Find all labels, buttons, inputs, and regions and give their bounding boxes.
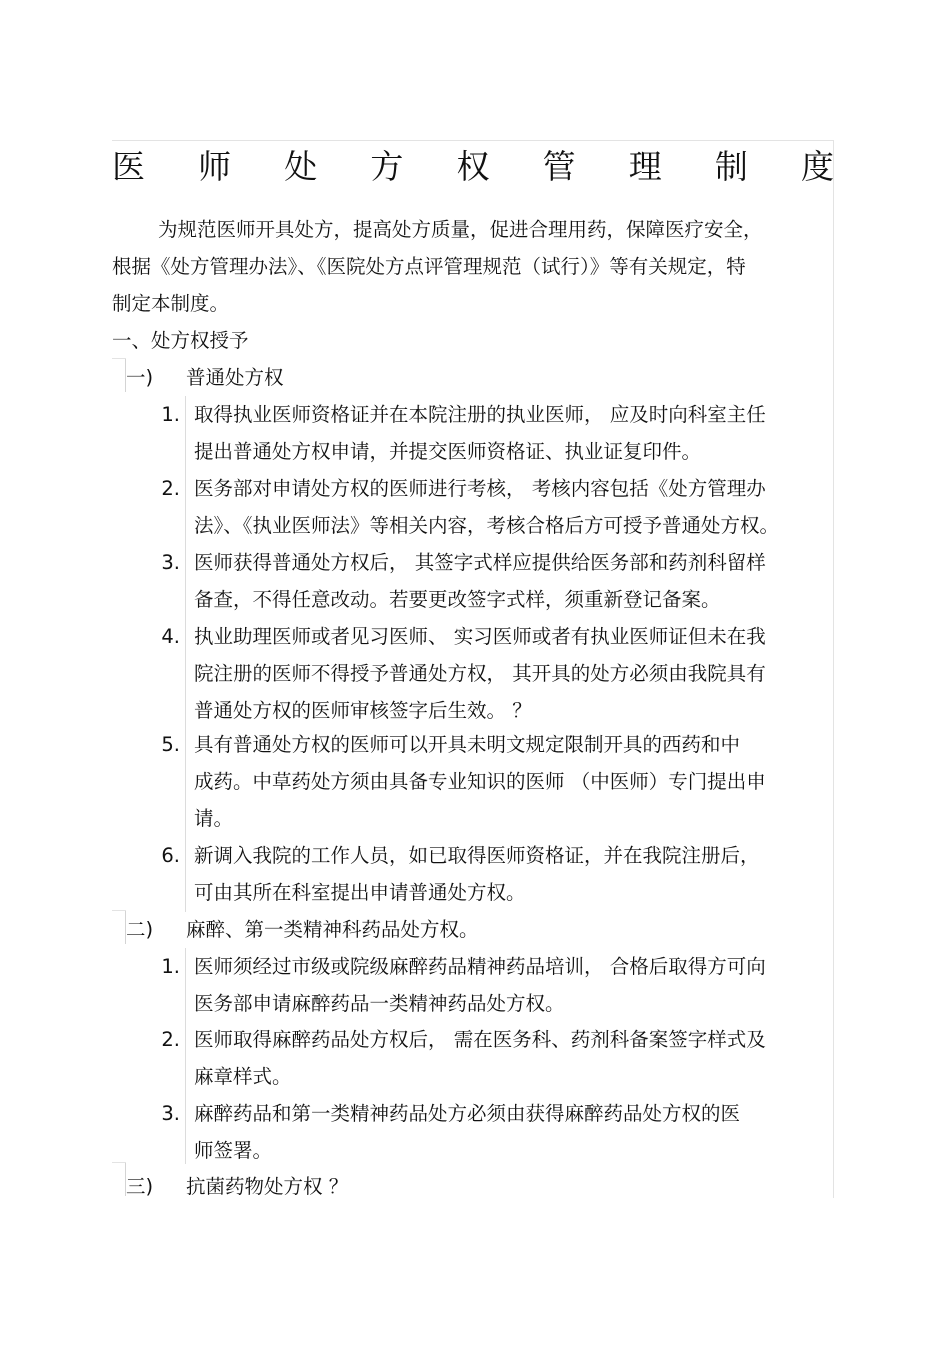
list-item [150, 470, 830, 544]
text-line: 法》、《执业医师法》等相关内容，考核合格后方可授予普通处方权。 [194, 514, 780, 537]
list-item-text [194, 470, 834, 544]
title-char: 师 [198, 146, 232, 186]
list-item-number: 4. [161, 625, 180, 648]
subsection-number: 二) [126, 918, 154, 941]
list-item-text [194, 1095, 834, 1169]
text-line: 麻章样式。 [194, 1065, 292, 1088]
text-line: 取得执业医师资格证并在本院注册的执业医师， 应及时向科室主任 [194, 403, 766, 426]
list-item [150, 544, 830, 618]
title-char: 权 [456, 146, 490, 186]
text-line: 成药。中草药处方须由具备专业知识的医师 （中医师）专门提出申 [194, 770, 766, 793]
title-char: 处 [284, 146, 318, 186]
intro-line: 为规范医师开具处方，提高处方质量，促进合理用药，保障医疗安全， [158, 218, 763, 241]
list-item [150, 1021, 830, 1095]
title-char: 度 [801, 146, 834, 186]
title-char: 医 [112, 146, 145, 186]
list-item [150, 1095, 830, 1169]
list-item-text [194, 948, 834, 1022]
list-item-number: 2. [161, 1028, 180, 1051]
page-title [112, 140, 834, 188]
section-heading: 一、处方权授予 [112, 329, 249, 352]
subhead-marker-top [112, 910, 126, 911]
subsection-heading [126, 1168, 348, 1205]
subsection-title: 抗菌药物处方权 ？ [186, 1175, 349, 1198]
title-char: 管 [542, 146, 576, 186]
list-item-number: 1. [161, 955, 180, 978]
list-item [150, 837, 830, 911]
text-line: 备查，不得任意改动。若要更改签字式样，须重新登记备案。 [194, 588, 721, 611]
list-item-text [194, 726, 834, 837]
text-line: 执业助理医师或者见习医师、 实习医师或者有执业医师证但未在我 [194, 625, 766, 648]
subhead-marker-top [112, 358, 126, 359]
subsection-number: 一) [126, 366, 154, 389]
text-line: 医务部申请麻醉药品一类精神药品处方权。 [194, 992, 565, 1015]
list-item-number: 3. [161, 1102, 180, 1125]
text-line: 院注册的医师不得授予普通处方权， 其开具的处方必须由我院具有 [194, 662, 766, 685]
text-line: 师签署。 [194, 1139, 273, 1162]
text-line: 新调入我院的工作人员，如已取得医师资格证，并在我院注册后， [194, 844, 760, 867]
text-line: 可由其所在科室提出申请普通处方权。 [194, 881, 526, 904]
list-item-text [194, 544, 834, 618]
intro-paragraph [112, 211, 832, 322]
list-item-number: 6. [161, 844, 180, 867]
subsection-title: 麻醉、第一类精神科药品处方权。 [186, 918, 479, 941]
title-char: 理 [628, 146, 662, 186]
title-char: 方 [370, 146, 404, 186]
subhead-marker-top [112, 1162, 126, 1163]
intro-line: 根据《处方管理办法》、《医院处方点评管理规范（试行）》等有关规定，特 [112, 255, 746, 278]
text-line: 普通处方权的医师审核签字后生效。 ？ [194, 699, 532, 722]
text-line: 医师取得麻醉药品处方权后， 需在医务科、药剂科备案签字样式及 [194, 1028, 766, 1051]
subsection-heading [126, 911, 479, 948]
intro-line: 制定本制度。 [112, 292, 230, 315]
list-item-number: 5. [161, 733, 180, 756]
text-line: 麻醉药品和第一类精神药品处方必须由获得麻醉药品处方权的医 [194, 1102, 741, 1125]
list-item [150, 396, 830, 470]
list-item-number: 3. [161, 551, 180, 574]
list-item [150, 618, 830, 729]
list-item-number: 1. [161, 403, 180, 426]
list-item [150, 948, 830, 1022]
subsection-number: 三) [126, 1175, 154, 1198]
list-item-text [194, 837, 834, 911]
text-line: 请。 [194, 807, 234, 830]
text-line: 具有普通处方权的医师可以开具未明文规定限制开具的西药和中 [194, 733, 741, 756]
subsection-title: 普通处方权 [186, 366, 284, 389]
list-item-text [194, 396, 834, 470]
list-item-number: 2. [161, 477, 180, 500]
text-line: 医师须经过市级或院级麻醉药品精神药品培训， 合格后取得方可向 [194, 955, 766, 978]
text-line: 医师获得普通处方权后， 其签字式样应提供给医务部和药剂科留样 [194, 551, 766, 574]
text-line: 提出普通处方权申请，并提交医师资格证、执业证复印件。 [194, 440, 702, 463]
text-line: 医务部对申请处方权的医师进行考核， 考核内容包括《处方管理办 [194, 477, 766, 500]
list-item-text [194, 618, 834, 729]
list-item [150, 726, 830, 837]
subsection-heading [126, 359, 284, 396]
list-item-text [194, 1021, 834, 1095]
title-char: 制 [714, 146, 748, 186]
